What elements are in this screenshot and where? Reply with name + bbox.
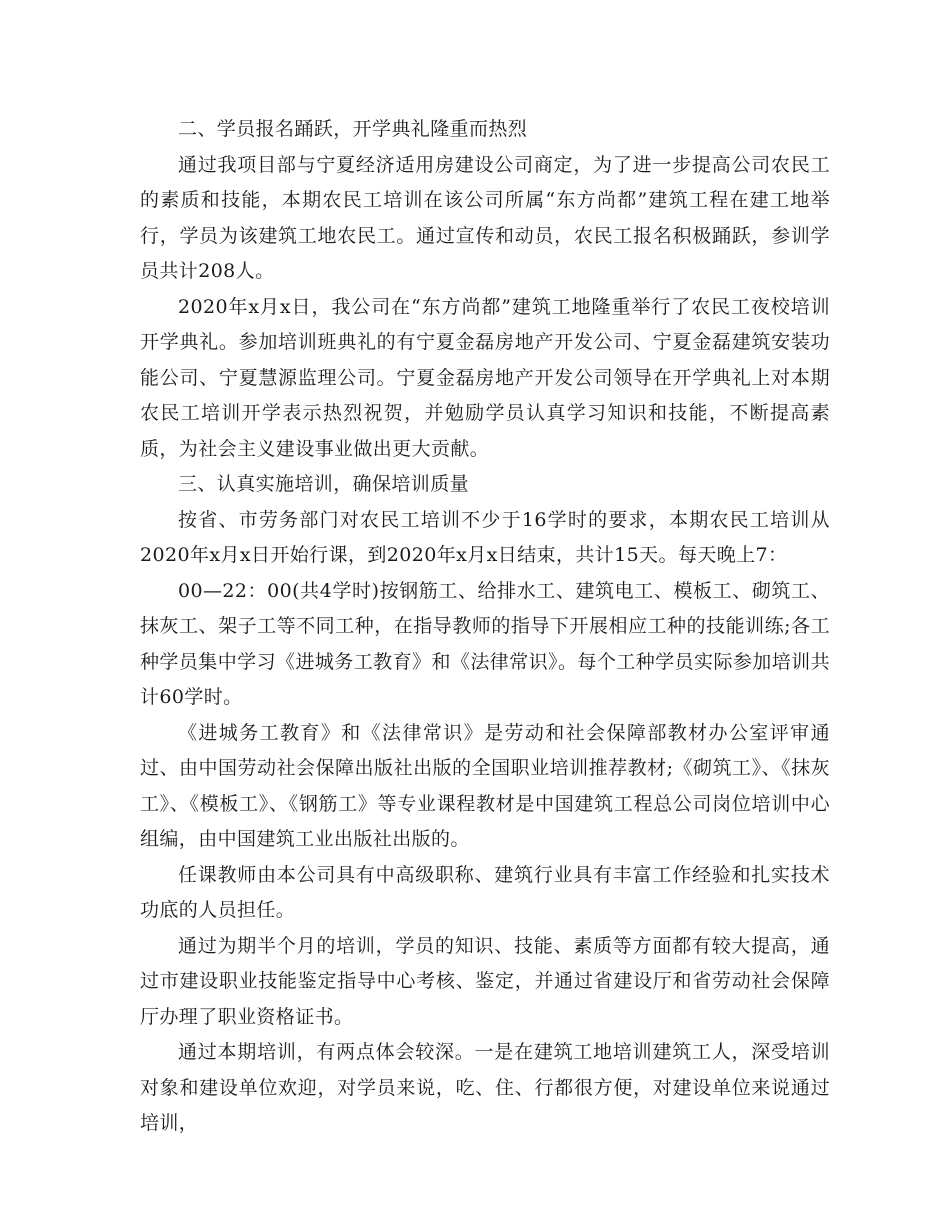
paragraph: 通过为期半个月的培训，学员的知识、技能、素质等方面都有较大提高，通过市建设职业技能鉴定指导中心考核、鉴定，并通过省建设厅和省劳动社会保障厅办理了职业资格证书。: [140, 934, 830, 1028]
paragraph: 《进城务工教育》和《法律常识》是劳动和社会保障部教材办公室评审通过、由中国劳动社会保障出版社出版的全国职业培训推荐教材;《砌筑工》、《抹灰工》、《模板工》、《钢筋工》等专业课程教材是中国建筑工程总公司岗位培训中心组编，由中国建筑工业出版社出版的。: [140, 721, 830, 850]
paragraph: 按省、市劳务部门对农民工培训不少于16学时的要求，本期农民工培训从2020年x月x日开始行课，到2020年x月x日结束，共计15天。每天晚上7：: [140, 508, 830, 566]
section-heading-2: 二、学员报名踊跃，开学典礼隆重而热烈: [178, 118, 528, 140]
document-body: [140, 112, 830, 1142]
section-heading-3: 三、认真实施培训，确保培训质量: [178, 473, 470, 495]
paragraph: 任课教师由本公司具有中高级职称、建筑行业具有丰富工作经验和扎实技术功底的人员担任。: [140, 863, 830, 921]
paragraph: 2020年x月x日，我公司在“东方尚都”建筑工地隆重举行了农民工夜校培训开学典礼。参加培训班典礼的有宁夏金磊房地产开发公司、宁夏金磊建筑安装功能公司、宁夏慧源监理公司。宁夏金磊房地产开发公司领导在开学典礼上对本期农民工培训开学表示热烈祝贺，并勉励学员认真学习知识和技能，不断提高素质，为社会主义建设事业做出更大贡献。: [140, 295, 830, 460]
paragraph: 通过本期培训，有两点体会较深。一是在建筑工地培训建筑工人，深受培训对象和建设单位欢迎，对学员来说，吃、住、行都很方便，对建设单位来说通过培训，: [140, 1041, 830, 1134]
paragraph: 00—22：00(共4学时)按钢筋工、给排水工、建筑电工、模板工、砌筑工、抹灰工、架子工等不同工种，在指导教师的指导下开展相应工种的技能训练;各工种学员集中学习《进城务工教育》和《法律常识》。每个工种学员实际参加培训共计60学时。: [140, 579, 830, 708]
paragraph: 通过我项目部与宁夏经济适用房建设公司商定，为了进一步提高公司农民工的素质和技能，本期农民工培训在该公司所属“东方尚都”建筑工程在建工地举行，学员为该建筑工地农民工。通过宣传和动员，农民工报名积极踊跃，参训学员共计208人。: [140, 153, 830, 282]
